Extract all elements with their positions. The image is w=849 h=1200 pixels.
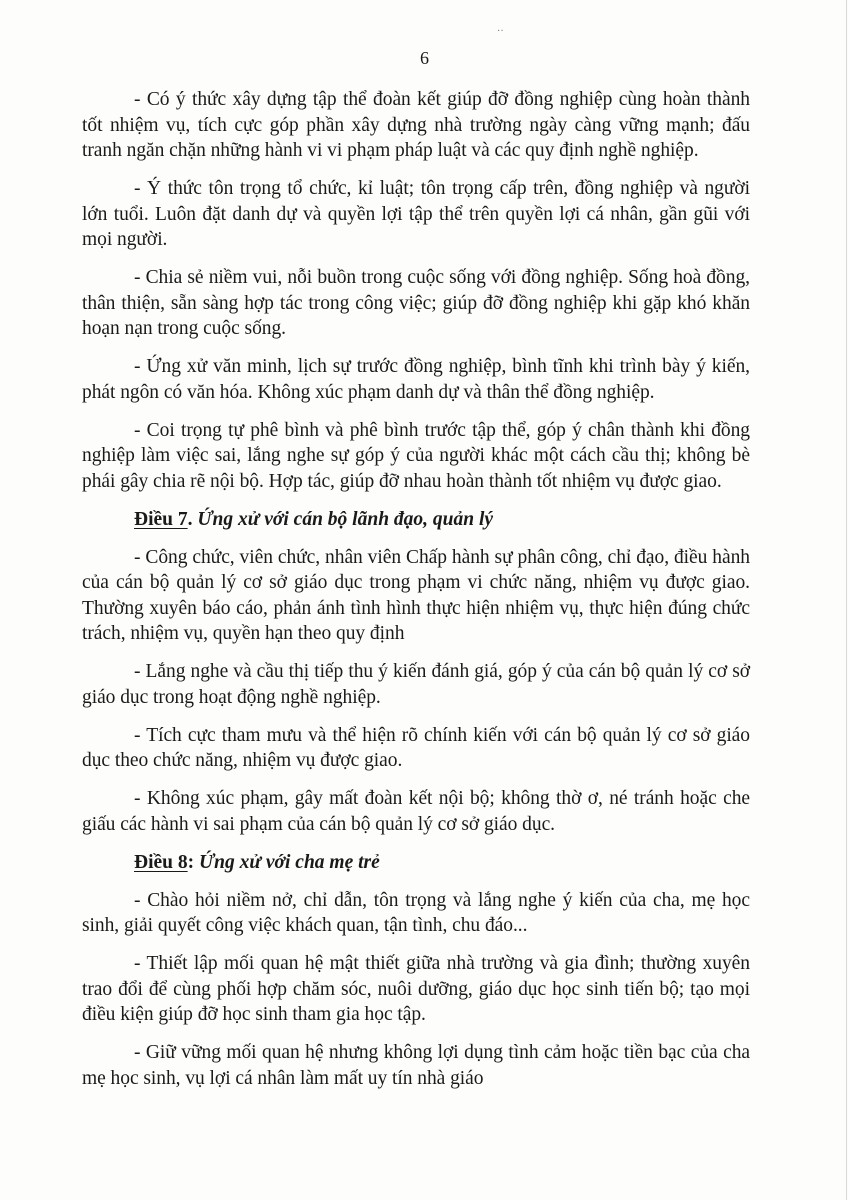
paragraph: - Công chức, viên chức, nhân viên Chấp hành sự phân công, chỉ đạo, điều hành của cán bộ quản lý cơ sở giáo dục trong phạm vi chức năng, nhiệm vụ được giao. Thường xuyên báo cáo, phản ánh tình hình thực hiện nhiệm vụ, thực hiện đúng chức trách, nhiệm vụ, quyền hạn theo quy định [82, 546, 750, 644]
article-7-title: Ứng xử với cán bộ lãnh đạo, quản lý [197, 508, 494, 530]
article-8-title: Ứng xử với cha mẹ trẻ [199, 851, 380, 873]
scan-mark: ·· [497, 26, 504, 37]
document-body [82, 87, 750, 1104]
article-8-heading [82, 850, 750, 876]
paragraph: - Tích cực tham mưu và thể hiện rõ chính kiến với cán bộ quản lý cơ sở giáo dục theo chức năng, nhiệm vụ được giao. [82, 724, 750, 771]
paragraph: - Ý thức tôn trọng tổ chức, kỉ luật; tôn trọng cấp trên, đồng nghiệp và người lớn tuổi. Luôn đặt danh dự và quyền lợi tập thể trên quyền lợi cá nhân, gần gũi với mọi người. [82, 178, 750, 250]
paragraph: - Thiết lập mối quan hệ mật thiết giữa nhà trường và gia đình; thường xuyên trao đổi để cùng phối hợp chăm sóc, nuôi dưỡng, giáo dục học sinh tiến bộ; tạo mọi điều kiện giúp đỡ học sinh tham gia học tập. [82, 953, 750, 1025]
scan-edge-line [846, 0, 847, 1200]
paragraph: - Chào hỏi niềm nở, chỉ dẫn, tôn trọng và lắng nghe ý kiến của cha, mẹ học sinh, giải quyết công việc khách quan, tận tình, chu đáo... [82, 889, 750, 936]
paragraph: - Không xúc phạm, gây mất đoàn kết nội bộ; không thờ ơ, né tránh hoặc che giấu các hành vi sai phạm của cán bộ quản lý cơ sở giáo dục. [82, 788, 750, 835]
article-7-heading [82, 507, 750, 533]
article-8-label: Điều 8 [134, 851, 188, 873]
paragraph: - Lắng nghe và cầu thị tiếp thu ý kiến đánh giá, góp ý của cán bộ quản lý cơ sở giáo dục trong hoạt động nghề nghiệp. [82, 661, 750, 708]
paragraph: - Có ý thức xây dựng tập thể đoàn kết giúp đỡ đồng nghiệp cùng hoàn thành tốt nhiệm vụ, tích cực góp phần xây dựng nhà trường ngày càng vững mạnh; đấu tranh ngăn chặn những hành vi vi phạm pháp luật và các quy định nghề nghiệp. [82, 89, 750, 161]
paragraph: - Giữ vững mối quan hệ nhưng không lợi dụng tình cảm hoặc tiền bạc của cha mẹ học sinh, vụ lợi cá nhân làm mất uy tín nhà giáo [82, 1042, 750, 1089]
article-7-label: Điều 7 [134, 508, 188, 530]
article-7-separator: . [187, 508, 198, 530]
paragraph: - Ứng xử văn minh, lịch sự trước đồng nghiệp, bình tĩnh khi trình bày ý kiến, phát ngôn có văn hóa. Không xúc phạm danh dự và thân thể đồng nghiệp. [82, 356, 750, 403]
page-number: 6 [420, 48, 429, 68]
article-8-separator: : [187, 851, 199, 873]
paragraph: - Chia sẻ niềm vui, nỗi buồn trong cuộc sống với đồng nghiệp. Sống hoà đồng, thân thiện, sẵn sàng hợp tác trong công việc; giúp đỡ đồng nghiệp khi gặp khó khăn hoạn nạn trong cuộc sống. [82, 267, 750, 339]
paragraph: - Coi trọng tự phê bình và phê bình trước tập thể, góp ý chân thành khi đồng nghiệp làm việc sai, lắng nghe sự góp ý của người khác một cách cầu thị; không bè phái gây chia rẽ nội bộ. Hợp tác, giúp đỡ nhau hoàn thành tốt nhiệm vụ được giao. [82, 419, 750, 492]
